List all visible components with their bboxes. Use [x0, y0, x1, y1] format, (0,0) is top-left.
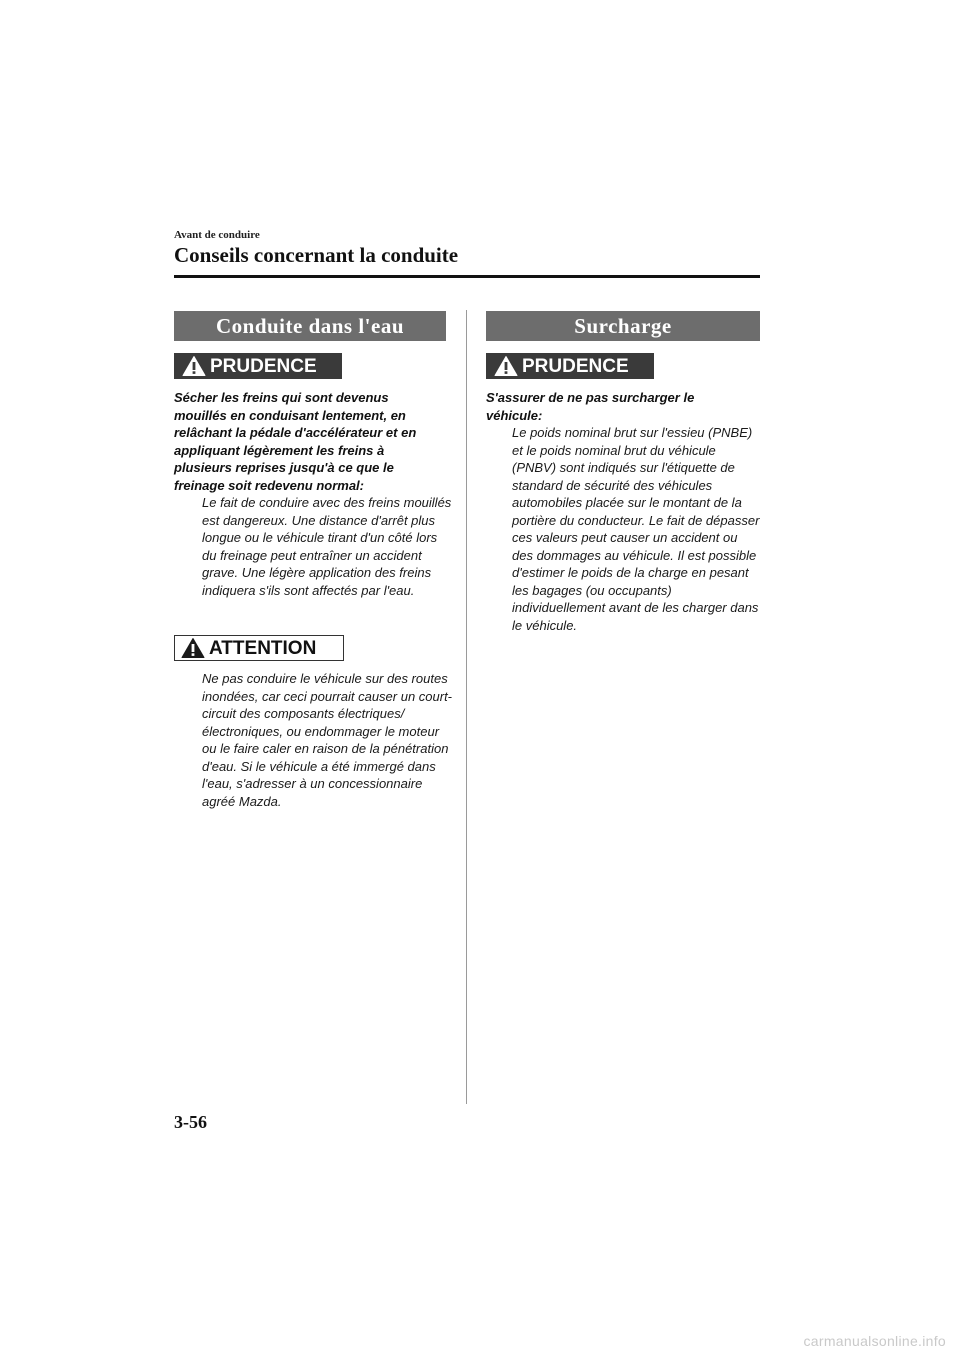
warning-badge-overload: [486, 353, 654, 379]
warning-triangle-icon: [494, 355, 518, 377]
caution-label: ATTENTION: [209, 637, 317, 659]
warning-triangle-icon: [181, 637, 205, 659]
caution-badge-water: [174, 635, 344, 661]
page-title: Conseils concernant la conduite: [174, 243, 459, 267]
watermark-text: carmanualsonline.info: [803, 1333, 946, 1349]
warning-label: PRUDENCE: [210, 355, 317, 377]
chapter-label: Avant de conduire: [174, 229, 260, 241]
warning-triangle-icon: [182, 355, 206, 377]
column-divider: [466, 310, 467, 1104]
warning-label: PRUDENCE: [522, 355, 629, 377]
warning-body-water: Le fait de conduire avec des freins mouillés est dangereux. Une distance d'arrêt plus longue ou le véhicule tirant d'un côté lors du freinage peut entraîner un accident grave. Une légère application des freins indiquera s'ils sont affectés par l'eau.: [202, 495, 452, 598]
warning-lead-water: Sécher les freins qui sont devenus mouillés en conduisant lentement, en relâchant la pédale d'accélérateur et en appliquant légèrement les freins à plusieurs reprises jusqu'à ce que le freinage soit redevenu normal:: [174, 390, 417, 493]
section-title-overload: Surcharge: [486, 311, 760, 341]
warning-body-overload: Le poids nominal brut sur l'essieu (PNBE) et le poids nominal brut du véhicule (PNBV) sont indiqués sur l'étiquette de standard de sécurité des véhicules automobiles placée sur le montant de la portière du conducteur. Le fait de dépasser ces valeurs peut causer un accident ou des dommages au véhicule. Il est possible d'estimer le poids de la charge en pesant les bagages (ou occupants) individuellement avant de les charger dans le véhicule.: [512, 425, 760, 633]
title-rule: [174, 275, 760, 278]
caution-body-water: Ne pas conduire le véhicule sur des routes inondées, car ceci pourrait causer un court-circuit des composants électriques/électroniques, ou endommager le moteur ou le faire caler en raison de la pénétration d'eau. Si le véhicule a été immergé dans l'eau, s'adresser à un concessionnaire agréé Mazda.: [202, 671, 453, 809]
section-title-water: Conduite dans l'eau: [174, 311, 446, 341]
warning-lead-overload: S'assurer de ne pas surcharger le véhicule:: [486, 390, 695, 423]
warning-badge-water: [174, 353, 342, 379]
page-number: 3-56: [174, 1112, 207, 1132]
